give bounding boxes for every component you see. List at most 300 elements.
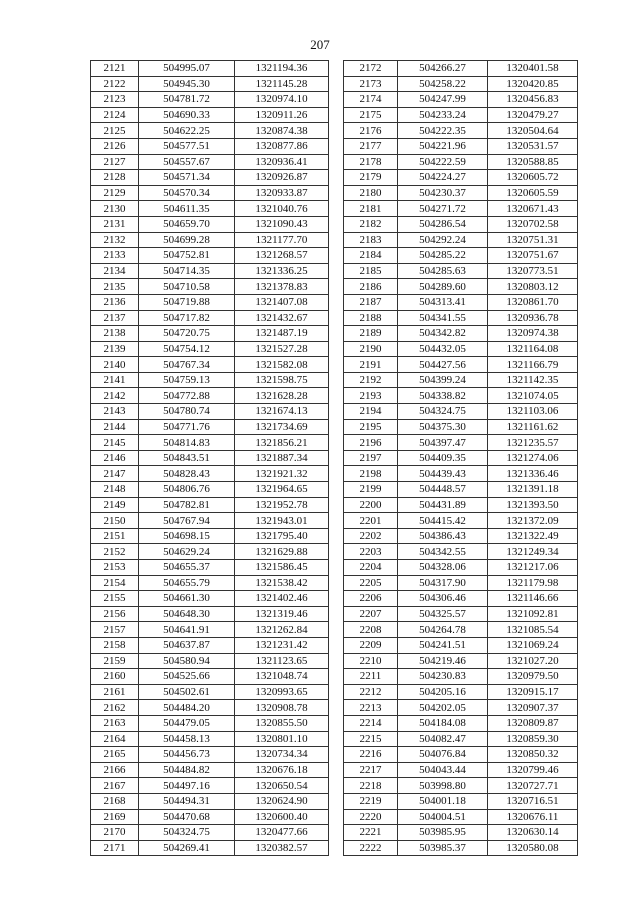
x-coordinate-cell: 504458.13: [139, 731, 235, 747]
point-number-cell: 2162: [91, 700, 139, 716]
table-row: [91, 513, 329, 529]
y-coordinate-cell: 1320773.51: [488, 263, 578, 279]
y-coordinate-cell: 1321166.79: [488, 357, 578, 373]
y-coordinate-cell: 1321249.34: [488, 544, 578, 560]
x-coordinate-cell: 504843.51: [139, 450, 235, 466]
x-coordinate-cell: 504710.58: [139, 279, 235, 295]
point-number-cell: 2193: [344, 388, 398, 404]
y-coordinate-cell: 1321161.62: [488, 419, 578, 435]
table-row: [344, 809, 578, 825]
point-number-cell: 2210: [344, 653, 398, 669]
y-coordinate-cell: 1321887.34: [235, 450, 329, 466]
x-coordinate-cell: 504409.35: [398, 450, 488, 466]
table-row: [344, 840, 578, 856]
x-coordinate-cell: 504306.46: [398, 591, 488, 607]
y-coordinate-cell: 1321432.67: [235, 310, 329, 326]
x-coordinate-cell: 504780.74: [139, 404, 235, 420]
y-coordinate-cell: 1321487.19: [235, 326, 329, 342]
y-coordinate-cell: 1321393.50: [488, 497, 578, 513]
y-coordinate-cell: 1321629.88: [235, 544, 329, 560]
y-coordinate-cell: 1320874.38: [235, 123, 329, 139]
y-coordinate-cell: 1320727.71: [488, 778, 578, 794]
table-row: [344, 263, 578, 279]
x-coordinate-cell: 504995.07: [139, 61, 235, 77]
y-coordinate-cell: 1321262.84: [235, 622, 329, 638]
y-coordinate-cell: 1321177.70: [235, 232, 329, 248]
x-coordinate-cell: 504771.76: [139, 419, 235, 435]
table-row: [91, 637, 329, 653]
x-coordinate-cell: 504233.24: [398, 107, 488, 123]
point-number-cell: 2126: [91, 138, 139, 154]
table-row: [344, 92, 578, 108]
y-coordinate-cell: 1321194.36: [235, 61, 329, 77]
x-coordinate-cell: 504266.27: [398, 61, 488, 77]
point-number-cell: 2217: [344, 762, 398, 778]
x-coordinate-cell: 504342.55: [398, 544, 488, 560]
y-coordinate-cell: 1320382.57: [235, 840, 329, 856]
y-coordinate-cell: 1321856.21: [235, 435, 329, 451]
x-coordinate-cell: 504497.16: [139, 778, 235, 794]
table-row: [344, 138, 578, 154]
point-number-cell: 2122: [91, 76, 139, 92]
table-row: [344, 715, 578, 731]
x-coordinate-cell: 504479.05: [139, 715, 235, 731]
y-coordinate-cell: 1321538.42: [235, 575, 329, 591]
table-row: [91, 279, 329, 295]
table-row: [91, 107, 329, 123]
x-coordinate-cell: 504828.43: [139, 466, 235, 482]
table-row: [344, 731, 578, 747]
x-coordinate-cell: 504317.90: [398, 575, 488, 591]
point-number-cell: 2197: [344, 450, 398, 466]
x-coordinate-cell: 504230.83: [398, 669, 488, 685]
point-number-cell: 2198: [344, 466, 398, 482]
table-row: [91, 528, 329, 544]
y-coordinate-cell: 1320859.30: [488, 731, 578, 747]
table-row: [91, 61, 329, 77]
x-coordinate-cell: 504202.05: [398, 700, 488, 716]
x-coordinate-cell: 504622.25: [139, 123, 235, 139]
y-coordinate-cell: 1320908.78: [235, 700, 329, 716]
x-coordinate-cell: 504222.59: [398, 154, 488, 170]
y-coordinate-cell: 1321598.75: [235, 372, 329, 388]
x-coordinate-cell: 504397.47: [398, 435, 488, 451]
table-row: [344, 388, 578, 404]
y-coordinate-cell: 1320803.12: [488, 279, 578, 295]
point-number-cell: 2157: [91, 622, 139, 638]
table-row: [91, 419, 329, 435]
table-row: [91, 653, 329, 669]
table-row: [91, 591, 329, 607]
x-coordinate-cell: 504313.41: [398, 294, 488, 310]
table-row: [91, 669, 329, 685]
point-number-cell: 2192: [344, 372, 398, 388]
point-number-cell: 2123: [91, 92, 139, 108]
point-number-cell: 2214: [344, 715, 398, 731]
table-row: [91, 232, 329, 248]
x-coordinate-cell: 504271.72: [398, 201, 488, 217]
y-coordinate-cell: 1320580.08: [488, 840, 578, 856]
x-coordinate-cell: 504577.51: [139, 138, 235, 154]
point-number-cell: 2147: [91, 466, 139, 482]
y-coordinate-cell: 1320477.66: [235, 825, 329, 841]
table-row: [91, 778, 329, 794]
table-row: [344, 450, 578, 466]
y-coordinate-cell: 1320605.59: [488, 185, 578, 201]
point-number-cell: 2180: [344, 185, 398, 201]
x-coordinate-cell: 504230.37: [398, 185, 488, 201]
point-number-cell: 2207: [344, 606, 398, 622]
x-coordinate-cell: 504043.44: [398, 762, 488, 778]
table-row: [91, 92, 329, 108]
y-coordinate-cell: 1321145.28: [235, 76, 329, 92]
y-coordinate-cell: 1321586.45: [235, 560, 329, 576]
y-coordinate-cell: 1321964.65: [235, 482, 329, 498]
y-coordinate-cell: 1321336.25: [235, 263, 329, 279]
point-number-cell: 2195: [344, 419, 398, 435]
point-number-cell: 2164: [91, 731, 139, 747]
table-row: [344, 435, 578, 451]
point-number-cell: 2151: [91, 528, 139, 544]
x-coordinate-cell: 504324.75: [398, 404, 488, 420]
table-row: [344, 372, 578, 388]
x-coordinate-cell: 504241.51: [398, 637, 488, 653]
x-coordinate-cell: 504328.06: [398, 560, 488, 576]
x-coordinate-cell: 504292.24: [398, 232, 488, 248]
x-coordinate-cell: 504341.55: [398, 310, 488, 326]
y-coordinate-cell: 1320624.90: [235, 793, 329, 809]
table-row: [91, 201, 329, 217]
y-coordinate-cell: 1321085.54: [488, 622, 578, 638]
y-coordinate-cell: 1320751.31: [488, 232, 578, 248]
x-coordinate-cell: 504432.05: [398, 341, 488, 357]
y-coordinate-cell: 1320531.57: [488, 138, 578, 154]
table-row: [344, 482, 578, 498]
table-row: [344, 684, 578, 700]
x-coordinate-cell: 504325.57: [398, 606, 488, 622]
table-row: [91, 310, 329, 326]
point-number-cell: 2183: [344, 232, 398, 248]
point-number-cell: 2161: [91, 684, 139, 700]
y-coordinate-cell: 1320974.10: [235, 92, 329, 108]
y-coordinate-cell: 1321322.49: [488, 528, 578, 544]
y-coordinate-cell: 1321402.46: [235, 591, 329, 607]
x-coordinate-cell: 504945.30: [139, 76, 235, 92]
point-number-cell: 2194: [344, 404, 398, 420]
x-coordinate-cell: 504286.54: [398, 216, 488, 232]
y-coordinate-cell: 1320702.58: [488, 216, 578, 232]
table-row: [344, 591, 578, 607]
y-coordinate-cell: 1321040.76: [235, 201, 329, 217]
table-row: [344, 61, 578, 77]
table-row: [344, 513, 578, 529]
y-coordinate-cell: 1320926.87: [235, 170, 329, 186]
table-row: [91, 138, 329, 154]
x-coordinate-cell: 504814.83: [139, 435, 235, 451]
point-number-cell: 2150: [91, 513, 139, 529]
y-coordinate-cell: 1321235.57: [488, 435, 578, 451]
point-number-cell: 2142: [91, 388, 139, 404]
x-coordinate-cell: 504659.70: [139, 216, 235, 232]
y-coordinate-cell: 1320751.67: [488, 248, 578, 264]
point-number-cell: 2131: [91, 216, 139, 232]
point-number-cell: 2128: [91, 170, 139, 186]
y-coordinate-cell: 1320600.40: [235, 809, 329, 825]
table-row: [91, 700, 329, 716]
point-number-cell: 2153: [91, 560, 139, 576]
table-row: [91, 435, 329, 451]
x-coordinate-cell: 504427.56: [398, 357, 488, 373]
table-row: [344, 419, 578, 435]
table-row: [344, 762, 578, 778]
table-row: [91, 185, 329, 201]
table-row: [91, 123, 329, 139]
table-row: [344, 123, 578, 139]
point-number-cell: 2179: [344, 170, 398, 186]
table-row: [344, 653, 578, 669]
y-coordinate-cell: 1320993.65: [235, 684, 329, 700]
x-coordinate-cell: 504781.72: [139, 92, 235, 108]
x-coordinate-cell: 504082.47: [398, 731, 488, 747]
y-coordinate-cell: 1320877.86: [235, 138, 329, 154]
table-row: [344, 341, 578, 357]
x-coordinate-cell: 504782.81: [139, 497, 235, 513]
point-number-cell: 2159: [91, 653, 139, 669]
point-number-cell: 2155: [91, 591, 139, 607]
x-coordinate-cell: 504484.20: [139, 700, 235, 716]
x-coordinate-cell: 504222.35: [398, 123, 488, 139]
point-number-cell: 2200: [344, 497, 398, 513]
point-number-cell: 2205: [344, 575, 398, 591]
table-row: [344, 606, 578, 622]
x-coordinate-cell: 504184.08: [398, 715, 488, 731]
point-number-cell: 2154: [91, 575, 139, 591]
point-number-cell: 2178: [344, 154, 398, 170]
point-number-cell: 2190: [344, 341, 398, 357]
coordinates-table-right: [343, 60, 578, 856]
y-coordinate-cell: 1321527.28: [235, 341, 329, 357]
x-coordinate-cell: 504269.41: [139, 840, 235, 856]
point-number-cell: 2216: [344, 747, 398, 763]
y-coordinate-cell: 1320855.50: [235, 715, 329, 731]
x-coordinate-cell: 504399.24: [398, 372, 488, 388]
x-coordinate-cell: 504690.33: [139, 107, 235, 123]
point-number-cell: 2124: [91, 107, 139, 123]
point-number-cell: 2208: [344, 622, 398, 638]
y-coordinate-cell: 1320456.83: [488, 92, 578, 108]
table-row: [344, 575, 578, 591]
y-coordinate-cell: 1320504.64: [488, 123, 578, 139]
table-row: [91, 357, 329, 373]
x-coordinate-cell: 504611.35: [139, 201, 235, 217]
table-row: [91, 248, 329, 264]
x-coordinate-cell: 504224.27: [398, 170, 488, 186]
point-number-cell: 2218: [344, 778, 398, 794]
point-number-cell: 2125: [91, 123, 139, 139]
point-number-cell: 2174: [344, 92, 398, 108]
point-number-cell: 2127: [91, 154, 139, 170]
x-coordinate-cell: 504264.78: [398, 622, 488, 638]
point-number-cell: 2202: [344, 528, 398, 544]
table-row: [344, 622, 578, 638]
y-coordinate-cell: 1320979.50: [488, 669, 578, 685]
table-row: [91, 544, 329, 560]
point-number-cell: 2220: [344, 809, 398, 825]
point-number-cell: 2213: [344, 700, 398, 716]
y-coordinate-cell: 1321674.13: [235, 404, 329, 420]
x-coordinate-cell: 504247.99: [398, 92, 488, 108]
point-number-cell: 2169: [91, 809, 139, 825]
table-row: [91, 606, 329, 622]
point-number-cell: 2139: [91, 341, 139, 357]
table-row: [344, 560, 578, 576]
y-coordinate-cell: 1320479.27: [488, 107, 578, 123]
x-coordinate-cell: 504570.34: [139, 185, 235, 201]
table-row: [344, 201, 578, 217]
point-number-cell: 2199: [344, 482, 398, 498]
y-coordinate-cell: 1320907.37: [488, 700, 578, 716]
point-number-cell: 2204: [344, 560, 398, 576]
y-coordinate-cell: 1320676.11: [488, 809, 578, 825]
point-number-cell: 2158: [91, 637, 139, 653]
y-coordinate-cell: 1320911.26: [235, 107, 329, 123]
table-row: [344, 107, 578, 123]
point-number-cell: 2166: [91, 762, 139, 778]
point-number-cell: 2145: [91, 435, 139, 451]
x-coordinate-cell: 504221.96: [398, 138, 488, 154]
x-coordinate-cell: 504439.43: [398, 466, 488, 482]
y-coordinate-cell: 1321268.57: [235, 248, 329, 264]
table-row: [91, 216, 329, 232]
x-coordinate-cell: 504699.28: [139, 232, 235, 248]
y-coordinate-cell: 1321090.43: [235, 216, 329, 232]
table-row: [91, 450, 329, 466]
x-coordinate-cell: 503998.80: [398, 778, 488, 794]
table-row: [91, 294, 329, 310]
y-coordinate-cell: 1321372.09: [488, 513, 578, 529]
y-coordinate-cell: 1320850.32: [488, 747, 578, 763]
table-row: [91, 263, 329, 279]
table-row: [344, 170, 578, 186]
table-row: [91, 684, 329, 700]
y-coordinate-cell: 1320915.17: [488, 684, 578, 700]
y-coordinate-cell: 1321179.98: [488, 575, 578, 591]
y-coordinate-cell: 1321074.05: [488, 388, 578, 404]
x-coordinate-cell: 504375.30: [398, 419, 488, 435]
point-number-cell: 2130: [91, 201, 139, 217]
table-row: [344, 232, 578, 248]
table-row: [91, 154, 329, 170]
x-coordinate-cell: 504661.30: [139, 591, 235, 607]
x-coordinate-cell: 503985.37: [398, 840, 488, 856]
y-coordinate-cell: 1321069.24: [488, 637, 578, 653]
point-number-cell: 2134: [91, 263, 139, 279]
y-coordinate-cell: 1320671.43: [488, 201, 578, 217]
x-coordinate-cell: 504324.75: [139, 825, 235, 841]
x-coordinate-cell: 504806.76: [139, 482, 235, 498]
point-number-cell: 2189: [344, 326, 398, 342]
x-coordinate-cell: 504714.35: [139, 263, 235, 279]
y-coordinate-cell: 1320801.10: [235, 731, 329, 747]
table-row: [91, 404, 329, 420]
point-number-cell: 2177: [344, 138, 398, 154]
x-coordinate-cell: 504484.82: [139, 762, 235, 778]
table-row: [344, 310, 578, 326]
x-coordinate-cell: 504752.81: [139, 248, 235, 264]
x-coordinate-cell: 504456.73: [139, 747, 235, 763]
y-coordinate-cell: 1320716.51: [488, 793, 578, 809]
y-coordinate-cell: 1321217.06: [488, 560, 578, 576]
y-coordinate-cell: 1321628.28: [235, 388, 329, 404]
point-number-cell: 2181: [344, 201, 398, 217]
x-coordinate-cell: 504494.31: [139, 793, 235, 809]
point-number-cell: 2201: [344, 513, 398, 529]
x-coordinate-cell: 504571.34: [139, 170, 235, 186]
point-number-cell: 2196: [344, 435, 398, 451]
point-number-cell: 2211: [344, 669, 398, 685]
y-coordinate-cell: 1320809.87: [488, 715, 578, 731]
point-number-cell: 2215: [344, 731, 398, 747]
y-coordinate-cell: 1321103.06: [488, 404, 578, 420]
x-coordinate-cell: 504557.67: [139, 154, 235, 170]
point-number-cell: 2221: [344, 825, 398, 841]
x-coordinate-cell: 504719.88: [139, 294, 235, 310]
y-coordinate-cell: 1321943.01: [235, 513, 329, 529]
y-coordinate-cell: 1321231.42: [235, 637, 329, 653]
point-number-cell: 2144: [91, 419, 139, 435]
x-coordinate-cell: 504338.82: [398, 388, 488, 404]
y-coordinate-cell: 1321336.46: [488, 466, 578, 482]
table-row: [344, 279, 578, 295]
y-coordinate-cell: 1321795.40: [235, 528, 329, 544]
table-row: [344, 778, 578, 794]
table-row: [91, 560, 329, 576]
table-row: [91, 622, 329, 638]
table-row: [344, 154, 578, 170]
point-number-cell: 2135: [91, 279, 139, 295]
table-row: [91, 170, 329, 186]
point-number-cell: 2136: [91, 294, 139, 310]
y-coordinate-cell: 1320936.78: [488, 310, 578, 326]
point-number-cell: 2121: [91, 61, 139, 77]
table-row: [91, 326, 329, 342]
y-coordinate-cell: 1320420.85: [488, 76, 578, 92]
point-number-cell: 2165: [91, 747, 139, 763]
y-coordinate-cell: 1321142.35: [488, 372, 578, 388]
point-number-cell: 2219: [344, 793, 398, 809]
y-coordinate-cell: 1321391.18: [488, 482, 578, 498]
table-row: [344, 700, 578, 716]
coordinates-table-left: [90, 60, 329, 856]
table-row: [344, 747, 578, 763]
table-row: [91, 372, 329, 388]
x-coordinate-cell: 504285.22: [398, 248, 488, 264]
y-coordinate-cell: 1321164.08: [488, 341, 578, 357]
x-coordinate-cell: 504655.37: [139, 560, 235, 576]
point-number-cell: 2175: [344, 107, 398, 123]
x-coordinate-cell: 504076.84: [398, 747, 488, 763]
y-coordinate-cell: 1321582.08: [235, 357, 329, 373]
point-number-cell: 2129: [91, 185, 139, 201]
table-row: [344, 326, 578, 342]
table-row: [344, 76, 578, 92]
table-row: [344, 404, 578, 420]
table-row: [91, 809, 329, 825]
y-coordinate-cell: 1321378.83: [235, 279, 329, 295]
y-coordinate-cell: 1321048.74: [235, 669, 329, 685]
point-number-cell: 2203: [344, 544, 398, 560]
point-number-cell: 2168: [91, 793, 139, 809]
